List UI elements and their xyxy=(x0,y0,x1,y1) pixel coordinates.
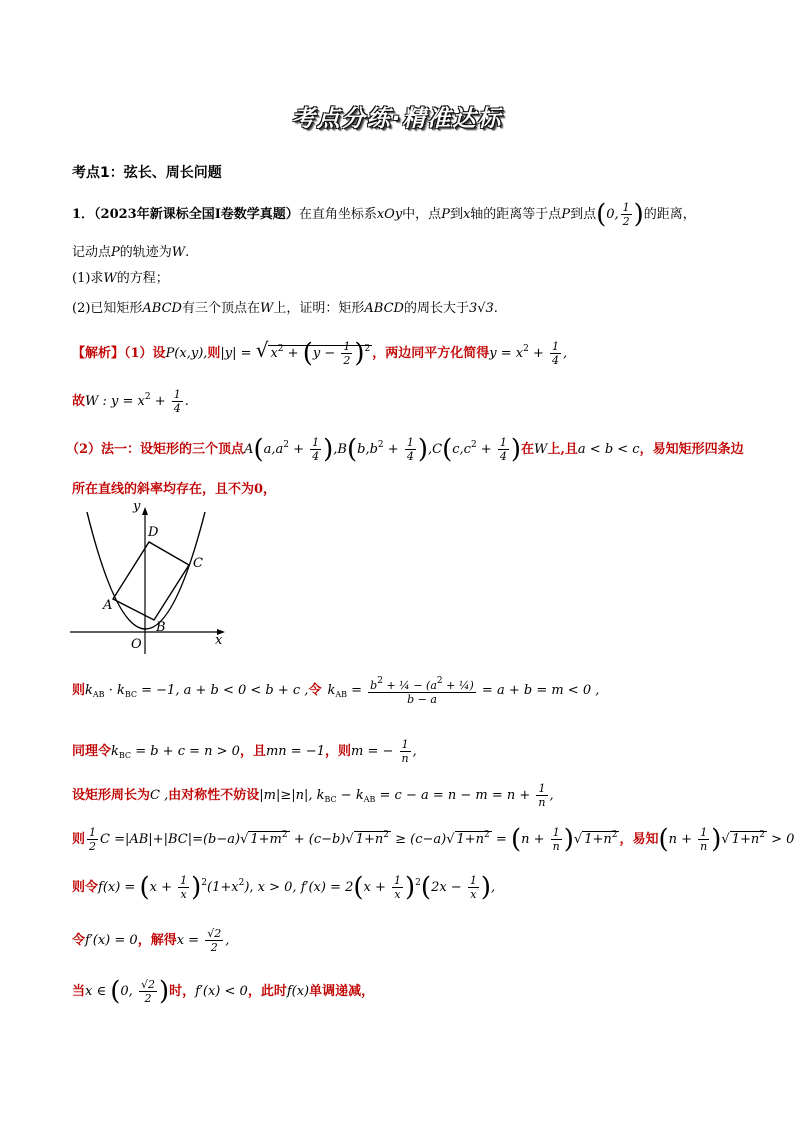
section-heading: 考点1：弦长、周长问题 xyxy=(72,165,222,181)
problem-text: 轴的距离等于点 xyxy=(470,207,562,222)
solution-line-11: 当x ∈ (0, $\frac{√2}{2}$ )时，f′(x) < 0，此时f(x)单调递减， xyxy=(72,976,375,1007)
part-1: (1)求W的方程； xyxy=(72,271,169,286)
label-a: A xyxy=(103,598,113,613)
problem-number: 1． xyxy=(72,207,95,222)
solution-line-8: 则 $\frac{1}{2}$ C =|AB|+|BC|=(b−a)√ $1+m^2 + (c-b)√$ $1+n^2 \ge (c-a)√$ $1+n^2 = (n$ + $\frac{1}{n}$ )√ $1+n^2$ ，易知(n + $\frac{1}{n}$ )√ $1+n^2 > 0$ xyxy=(72,824,794,855)
math-var: x xyxy=(462,207,471,222)
solution-line-2: 故W : $y = x^2$ + $\frac{1}{4}$ . xyxy=(72,388,189,415)
problem-line-2: 记动点P的轨迹为W. xyxy=(72,245,190,260)
page-title: 考点分练·精准达标 xyxy=(291,106,503,132)
problem-text: 到 xyxy=(449,207,463,222)
label-y: y xyxy=(133,499,141,514)
math-var: xOy xyxy=(376,207,403,222)
solution-line-10: 令f′(x) = 0，解得x = $\frac{√2}{2}$ , xyxy=(72,927,230,954)
problem-text: 在直角坐标系 xyxy=(298,207,377,222)
y-axis-arrow xyxy=(142,507,148,515)
solution-line-7: 设矩形周长为C ,由对称性不妨设|m|≥|n|, $k_{BC} - k_{AB} = c - a = n - m = n$ + $\frac{1}{n}$ , xyxy=(72,782,554,809)
problem-source: （2023年新课标全国Ⅰ卷数学真题） xyxy=(94,207,299,222)
label-x: x xyxy=(215,633,223,648)
solution-line-4: 所在直线的斜率均存在，且不为0， xyxy=(72,482,277,497)
solution-line-9: 则令f(x) = (x + $\frac{1}{x}$ )$^2(1+x^2)$, x > 0, f′(x) = 2(x + $\frac{1}{x}$ )$^2$(2x − $\frac{1}{x}$ ), xyxy=(72,872,496,903)
solution-line-3: （2）法一：设矩形的三个顶点$A(a,a^2$ + $\frac{1}{4}$ )$,B(b,b^2$ + $\frac{1}{4}$ )$,C(c,c^2$ + $\frac{1}{4}$ )在W上,且a < b < c，易知矩形四条边 xyxy=(66,434,744,465)
solution-line-1: 【解析】（1）设P(x,y),则|y| = √ $x^2 + (y$ − $\frac{1}{2}$ )$^2$ ，两边同平方化简得$y = x^2$ + $\frac{1}{4}$ , xyxy=(72,338,568,369)
solution-line-6: 同理令$k_{BC} = b + c = n > 0$，且mn = −1，则m = − $\frac{1}{n}$ , xyxy=(72,738,417,765)
rectangle-abcd xyxy=(113,542,189,620)
label-b: B xyxy=(156,620,166,635)
label-c: C xyxy=(193,556,203,571)
label-o: O xyxy=(131,637,142,652)
math-var: P xyxy=(441,207,450,222)
problem-text: 中，点 xyxy=(402,207,442,222)
solution-line-5: 则$k_{AB} \cdot k_{BC} = -1$, a + b < 0 < b + c ,令 $k_{AB}$ = $\frac{b^2 + \frac{1}{4} - (a^2 + \frac{1}{4})}{b - a}$ = a + b = m < 0 , xyxy=(72,676,600,706)
part-2: (2)已知矩形ABCD有三个顶点在W上，证明：矩形ABCD的周长大于3√3. xyxy=(72,301,498,316)
math-var: P xyxy=(561,207,571,222)
problem-line-1: 1．（2023年新课标全国Ⅰ卷数学真题）在直角坐标系xOy中，点P到x轴的距离等于点P到点(0, $\frac{1}{2}$ )的距离， xyxy=(72,199,696,230)
problem-text: 到点 xyxy=(570,207,597,222)
problem-text: 的距离， xyxy=(643,207,696,222)
fraction: $\frac{1}{2}$ xyxy=(622,201,630,228)
parabola-figure xyxy=(65,498,245,656)
label-d: D xyxy=(148,525,159,540)
